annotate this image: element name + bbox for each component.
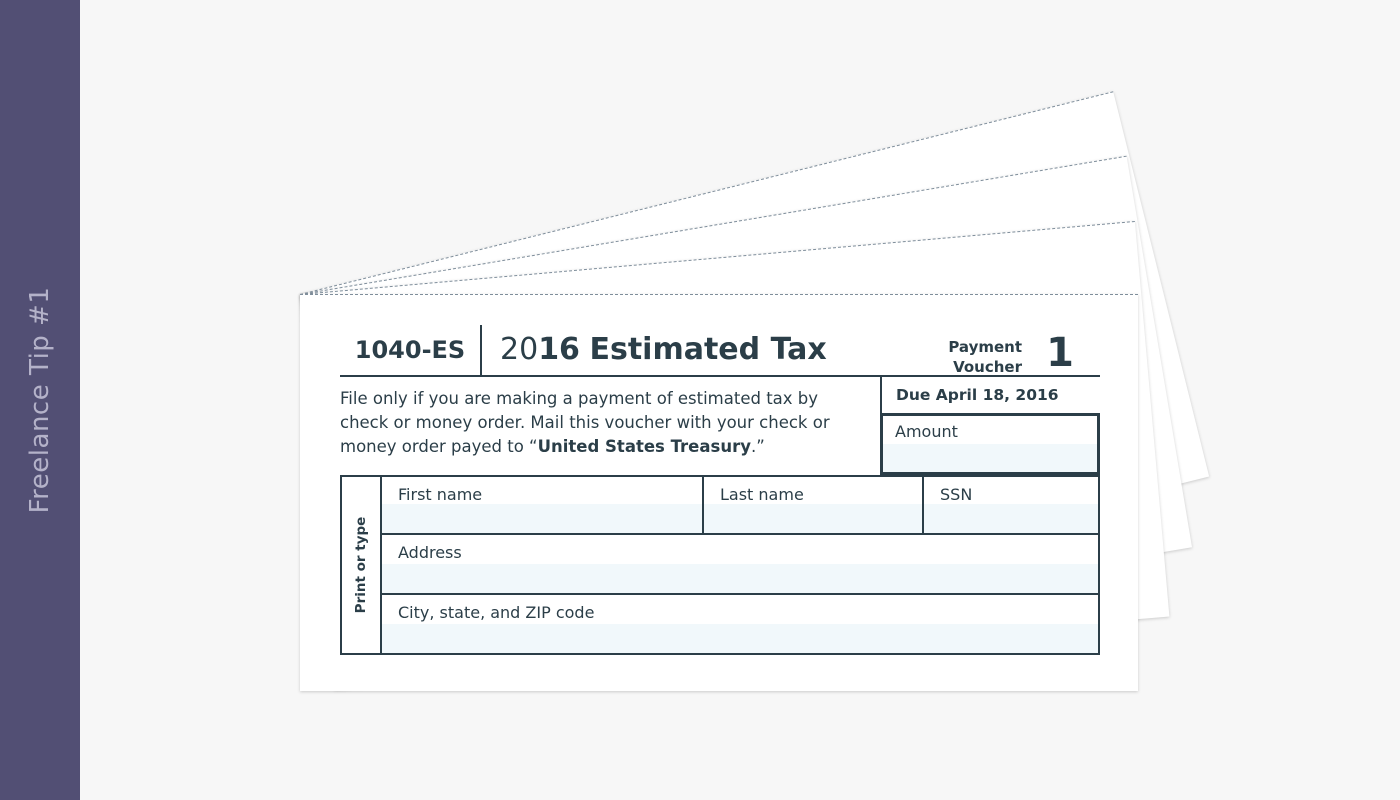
- ssn-input[interactable]: [924, 504, 1098, 533]
- amount-field[interactable]: [880, 413, 1100, 475]
- instructions-text: File only if you are making a payment of estimated tax by check or money order. Mail this voucher with your check or money order payed to “: [340, 389, 830, 456]
- first-name-input[interactable]: [382, 504, 702, 533]
- ssn-field[interactable]: [924, 477, 1098, 535]
- address-field[interactable]: [382, 535, 1098, 595]
- sidebar: [0, 0, 80, 800]
- city-state-zip-input[interactable]: [382, 624, 1098, 653]
- address-input[interactable]: [382, 564, 1098, 593]
- sidebar-title: Freelance Tip #1: [25, 286, 55, 514]
- voucher-label: [902, 337, 1022, 377]
- form-title: [500, 325, 827, 375]
- amount-input[interactable]: [883, 444, 1097, 472]
- print-or-type-label: Print or type: [353, 516, 369, 614]
- taxpayer-info-grid: [340, 475, 1100, 655]
- address-label: Address: [398, 543, 462, 562]
- first-name-label: First name: [398, 485, 483, 504]
- side-label-cell: [342, 477, 382, 653]
- voucher-label-line1: Payment: [948, 338, 1022, 356]
- city-state-zip-field[interactable]: [382, 595, 1098, 653]
- form-year-prefix: 20: [500, 332, 539, 367]
- form-year-suffix: 16: [538, 332, 580, 367]
- voucher-label-line2: Voucher: [953, 358, 1022, 376]
- payment-voucher-1: [300, 294, 1138, 691]
- city-state-zip-label: City, state, and ZIP code: [398, 603, 595, 622]
- voucher-number: 1: [1046, 330, 1074, 376]
- ssn-label: SSN: [940, 485, 973, 504]
- last-name-field[interactable]: [704, 477, 924, 535]
- last-name-input[interactable]: [704, 504, 922, 533]
- instructions: [340, 387, 860, 459]
- instructions-payee: United States Treasury: [537, 437, 751, 456]
- amount-label: Amount: [895, 422, 958, 441]
- form-title-text: Estimated Tax: [589, 332, 827, 367]
- due-date: Due April 18, 2016: [880, 375, 1100, 413]
- form-id: 1040-ES: [340, 325, 482, 375]
- voucher-heading: [1084, 255, 1088, 299]
- last-name-label: Last name: [720, 485, 804, 504]
- first-name-field[interactable]: [382, 477, 704, 535]
- instructions-end: .”: [750, 437, 765, 456]
